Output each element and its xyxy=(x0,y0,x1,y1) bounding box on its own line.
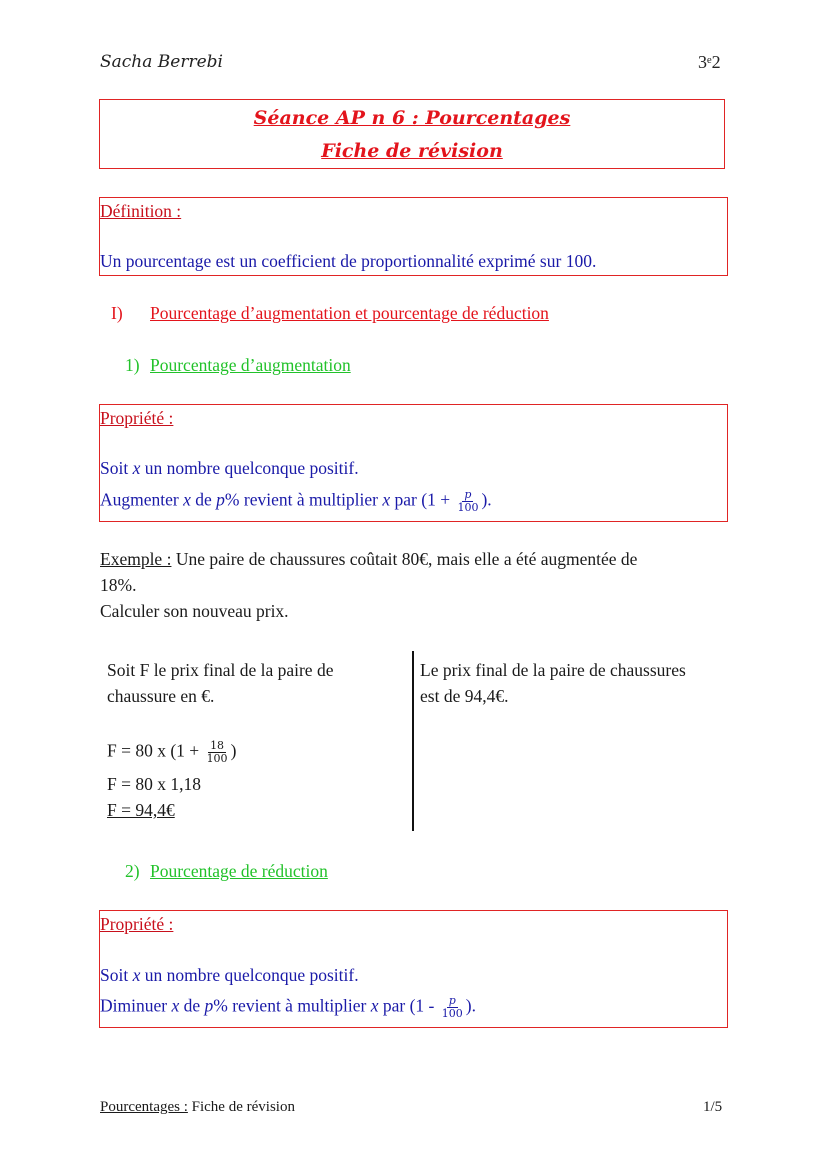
property-label: Propriété : xyxy=(100,914,174,934)
page-number: 1/5 xyxy=(703,1099,723,1115)
text: F = 80 x (1 + xyxy=(107,740,204,761)
calculation-step-2: F = 80 x 1,18 xyxy=(107,774,201,794)
property-line-1 xyxy=(100,965,359,986)
calculation-step-1 xyxy=(107,740,236,765)
solution-intro-line-1: Soit F le prix final de la paire de xyxy=(107,660,334,680)
footer-label: Pourcentages : xyxy=(100,1099,188,1115)
subsection-2-number: 2) xyxy=(125,861,140,881)
subsection-2-title: Pourcentage de réduction xyxy=(150,861,328,881)
text: Soit xyxy=(100,458,133,478)
fraction-numerator: p xyxy=(464,488,472,501)
solution-intro-line-2: chaussure en €. xyxy=(107,686,215,706)
property-box-reduction xyxy=(99,910,728,1028)
calculation-result: F = 94,4€ xyxy=(107,800,175,820)
text: par (1 - xyxy=(378,995,439,1016)
text: Diminuer xyxy=(100,995,172,1016)
property-line-2 xyxy=(100,995,476,1020)
property-line-2 xyxy=(100,489,492,514)
fraction-denominator: 100 xyxy=(206,752,228,765)
variable-p: p xyxy=(204,995,214,1016)
fraction-denominator: 100 xyxy=(457,501,479,514)
conclusion-line-1: Le prix final de la paire de chaussures xyxy=(420,660,686,680)
text: de xyxy=(179,995,205,1016)
subsection-1-number: 1) xyxy=(125,355,140,375)
title-box xyxy=(99,99,725,169)
definition-text: Un pourcentage est un coefficient de proportionnalité exprimé sur 100. xyxy=(100,251,597,271)
title-line-1: Séance AP n 6 : Pourcentages xyxy=(253,107,571,129)
variable-p: p xyxy=(216,489,225,510)
section-1-number: I) xyxy=(111,303,123,323)
definition-box xyxy=(99,197,728,276)
text: ). xyxy=(465,995,476,1016)
text: % revient à multiplier xyxy=(213,995,371,1016)
class-label: 3ᵉ2 xyxy=(698,52,721,72)
example-label: Exemple : xyxy=(100,549,172,569)
author-name: Sacha Berrebi xyxy=(100,52,223,72)
variable-x: x xyxy=(382,489,391,510)
property-box-augmentation xyxy=(99,404,728,522)
variable-x: x xyxy=(171,995,180,1016)
text: par (1 + xyxy=(390,489,455,510)
example-question: Calculer son nouveau prix. xyxy=(100,601,289,621)
text: un nombre quelconque positif. xyxy=(140,965,359,985)
footer-title xyxy=(100,1099,295,1116)
example-text-continued: 18%. xyxy=(100,575,137,595)
fraction-numerator: p xyxy=(448,994,456,1007)
fraction-p-over-100 xyxy=(455,489,480,514)
fraction-numerator: 18 xyxy=(210,739,225,752)
variable-x: x xyxy=(132,458,141,478)
text: ) xyxy=(230,740,237,761)
variable-x: x xyxy=(183,489,191,510)
text: % revient à multiplier xyxy=(224,489,383,510)
section-1-title: Pourcentage d’augmentation et pourcentage de réduction xyxy=(150,303,549,323)
example-statement xyxy=(100,549,637,570)
text: un nombre quelconque positif. xyxy=(140,458,359,478)
text: ). xyxy=(481,489,492,510)
text: Soit xyxy=(100,965,133,985)
column-divider xyxy=(412,651,414,831)
text: Augmenter xyxy=(100,489,184,510)
fraction-denominator: 100 xyxy=(441,1007,463,1020)
property-line-1 xyxy=(100,458,359,479)
fraction-18-over-100 xyxy=(205,740,230,765)
example-text: Une paire de chaussures coûtait 80€, mais elle a été augmentée de xyxy=(171,549,638,569)
footer-text: Fiche de révision xyxy=(187,1099,295,1115)
property-label: Propriété : xyxy=(100,408,174,428)
variable-x: x xyxy=(370,995,379,1016)
variable-x: x xyxy=(132,965,141,985)
definition-label: Définition : xyxy=(100,201,182,221)
conclusion-line-2: est de 94,4€. xyxy=(420,686,509,706)
text: de xyxy=(190,489,217,510)
fraction-p-over-100 xyxy=(440,995,465,1020)
subsection-1-title: Pourcentage d’augmentation xyxy=(150,355,351,375)
title-line-2: Fiche de révision xyxy=(321,140,503,162)
